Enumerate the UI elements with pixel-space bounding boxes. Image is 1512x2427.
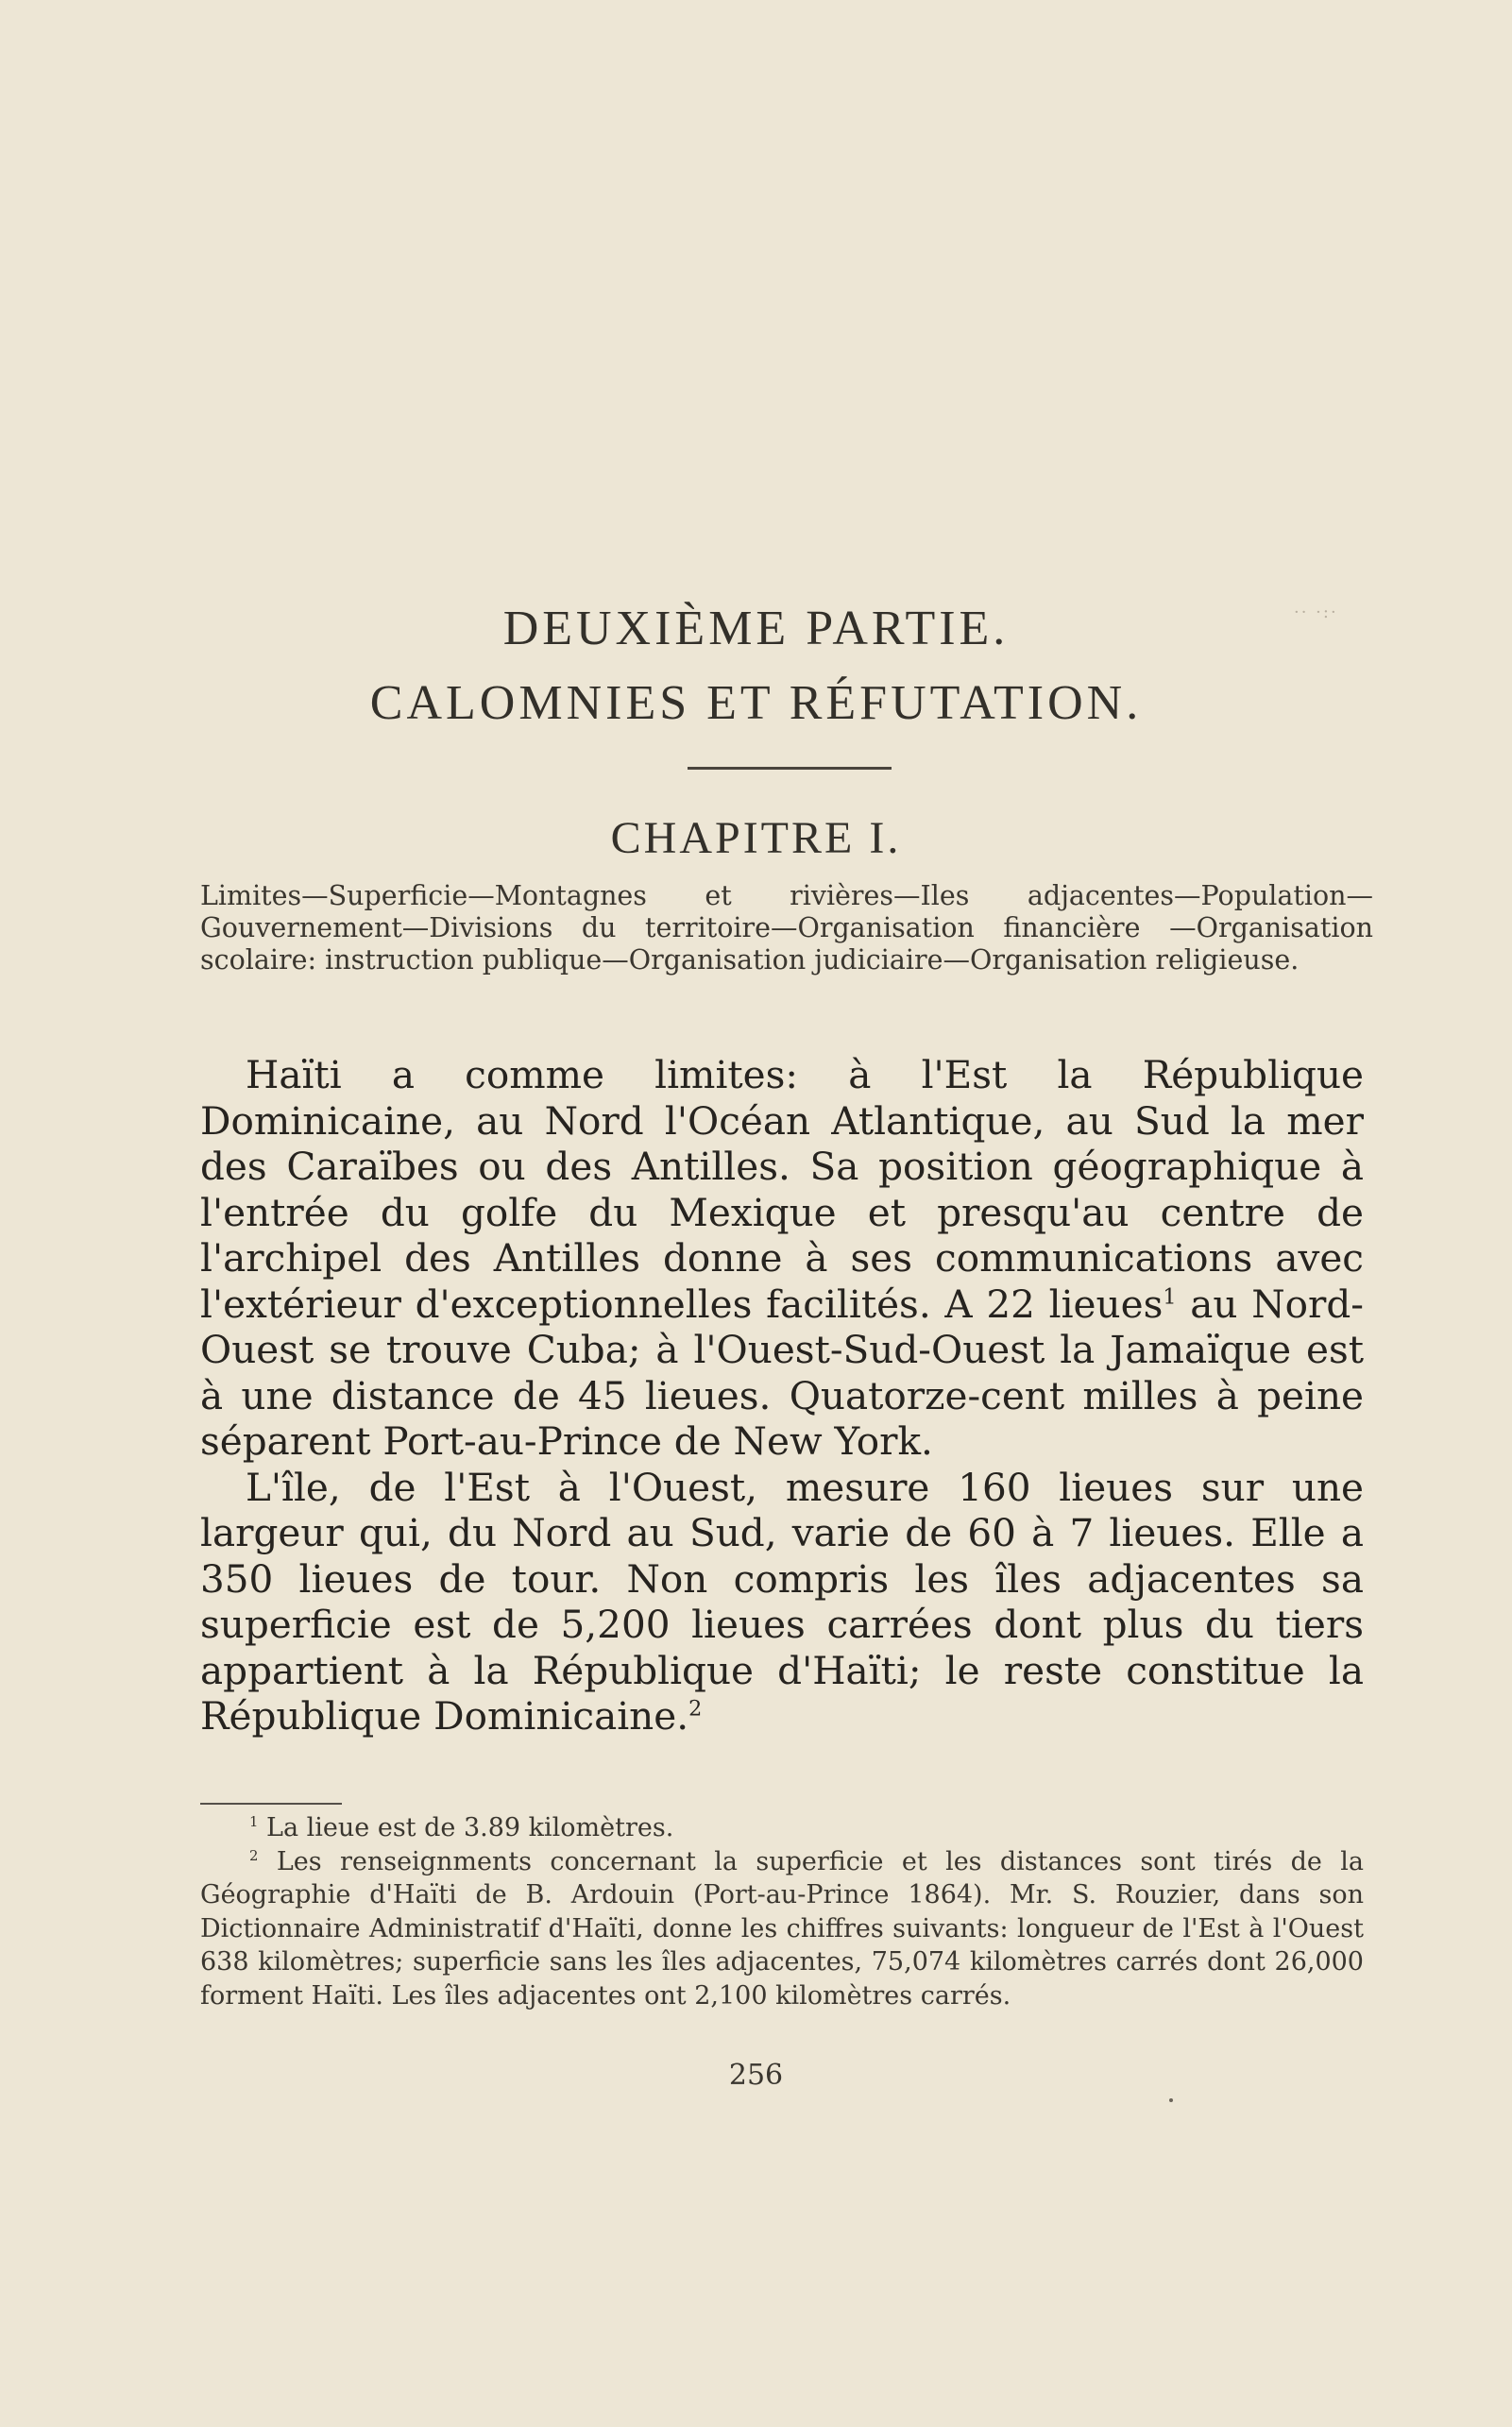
paragraph-2 xyxy=(200,1465,1364,1740)
footnote-ref-1: 1 xyxy=(1163,1284,1177,1309)
paragraph-1-text-cont: au Nord-Ouest se trouve Cuba; à l'Ouest-Sud-Ouest la Jamaïque est à une distance de 45 lieues. Quatorze-cent milles à peine séparent Port-au-Prince de New York. xyxy=(200,1281,1364,1464)
paragraph-2-text: L'île, de l'Est à l'Ouest, mesure 160 lieues sur une largeur qui, du Nord au Sud, varie de 60 à 7 lieues. Elle a 350 lieues de tour. Non compris les îles adjacentes sa superficie est de 5,200 lieues carrées dont plus du tiers appartient à la République d'Haïti; le reste constitue la République Dominicaine. xyxy=(200,1464,1364,1739)
paragraph-1 xyxy=(200,1052,1364,1465)
paragraph-1-text: Haïti a comme limites: à l'Est la République Dominicaine, au Nord l'Océan Atlantique, au Sud la mer des Caraïbes ou des Antilles. Sa position géographique à l'entrée du golfe du Mexique et presqu'au centre de l'archipel des Antilles donne à ses communications avec l'extérieur d'exceptionnelles facilités. A 22 lieues xyxy=(200,1052,1364,1327)
part-title: DEUXIÈME PARTIE. xyxy=(502,602,1010,655)
footnote-ref-2: 2 xyxy=(688,1696,703,1722)
footnote-2 xyxy=(200,1845,1364,2013)
footnotes xyxy=(200,1811,1364,2012)
ink-speck xyxy=(1169,2098,1173,2102)
title-divider xyxy=(688,767,892,770)
footnote-2-text: Les renseignments concernant la superficie et les distances sont tirés de la Géographie d'Haïti de B. Ardouin (Port-au-Prince 1864). Mr. S. Rouzier, dans son Dictionnaire Administratif d'Haïti, donne les chiffres suivants: longueur de l'Est à l'Ouest 638 kilomètres; superficie sans les îles adjacentes, 75,074 kilomètres carrés dont 26,000 forment Haïti. Les îles adjacentes ont 2,100 kilomètres carrés. xyxy=(200,1846,1364,2011)
page-number: 256 xyxy=(728,2059,784,2092)
chapter-summary: Limites—Superficie—Montagnes et rivières—Iles adjacentes—Population—Gouvernement—Divisions du territoire—Organisation financière —Organisation scolaire: instruction publique—Organisation judiciaire—Organisation religieuse. xyxy=(200,880,1373,976)
footnote-divider xyxy=(200,1803,342,1805)
main-text xyxy=(200,1052,1364,1740)
chapter-title: CHAPITRE I. xyxy=(610,813,902,863)
footnote-1-text: La lieue est de 3.89 kilomètres. xyxy=(258,1813,674,1842)
footnote-2-marker: 2 xyxy=(249,1846,259,1864)
footnote-1 xyxy=(200,1811,1364,1845)
part-subtitle: CALOMNIES ET RÉFUTATION. xyxy=(369,676,1143,730)
footnote-1-marker: 1 xyxy=(249,1813,259,1830)
print-smudge: ·· ·:· xyxy=(1294,603,1338,622)
